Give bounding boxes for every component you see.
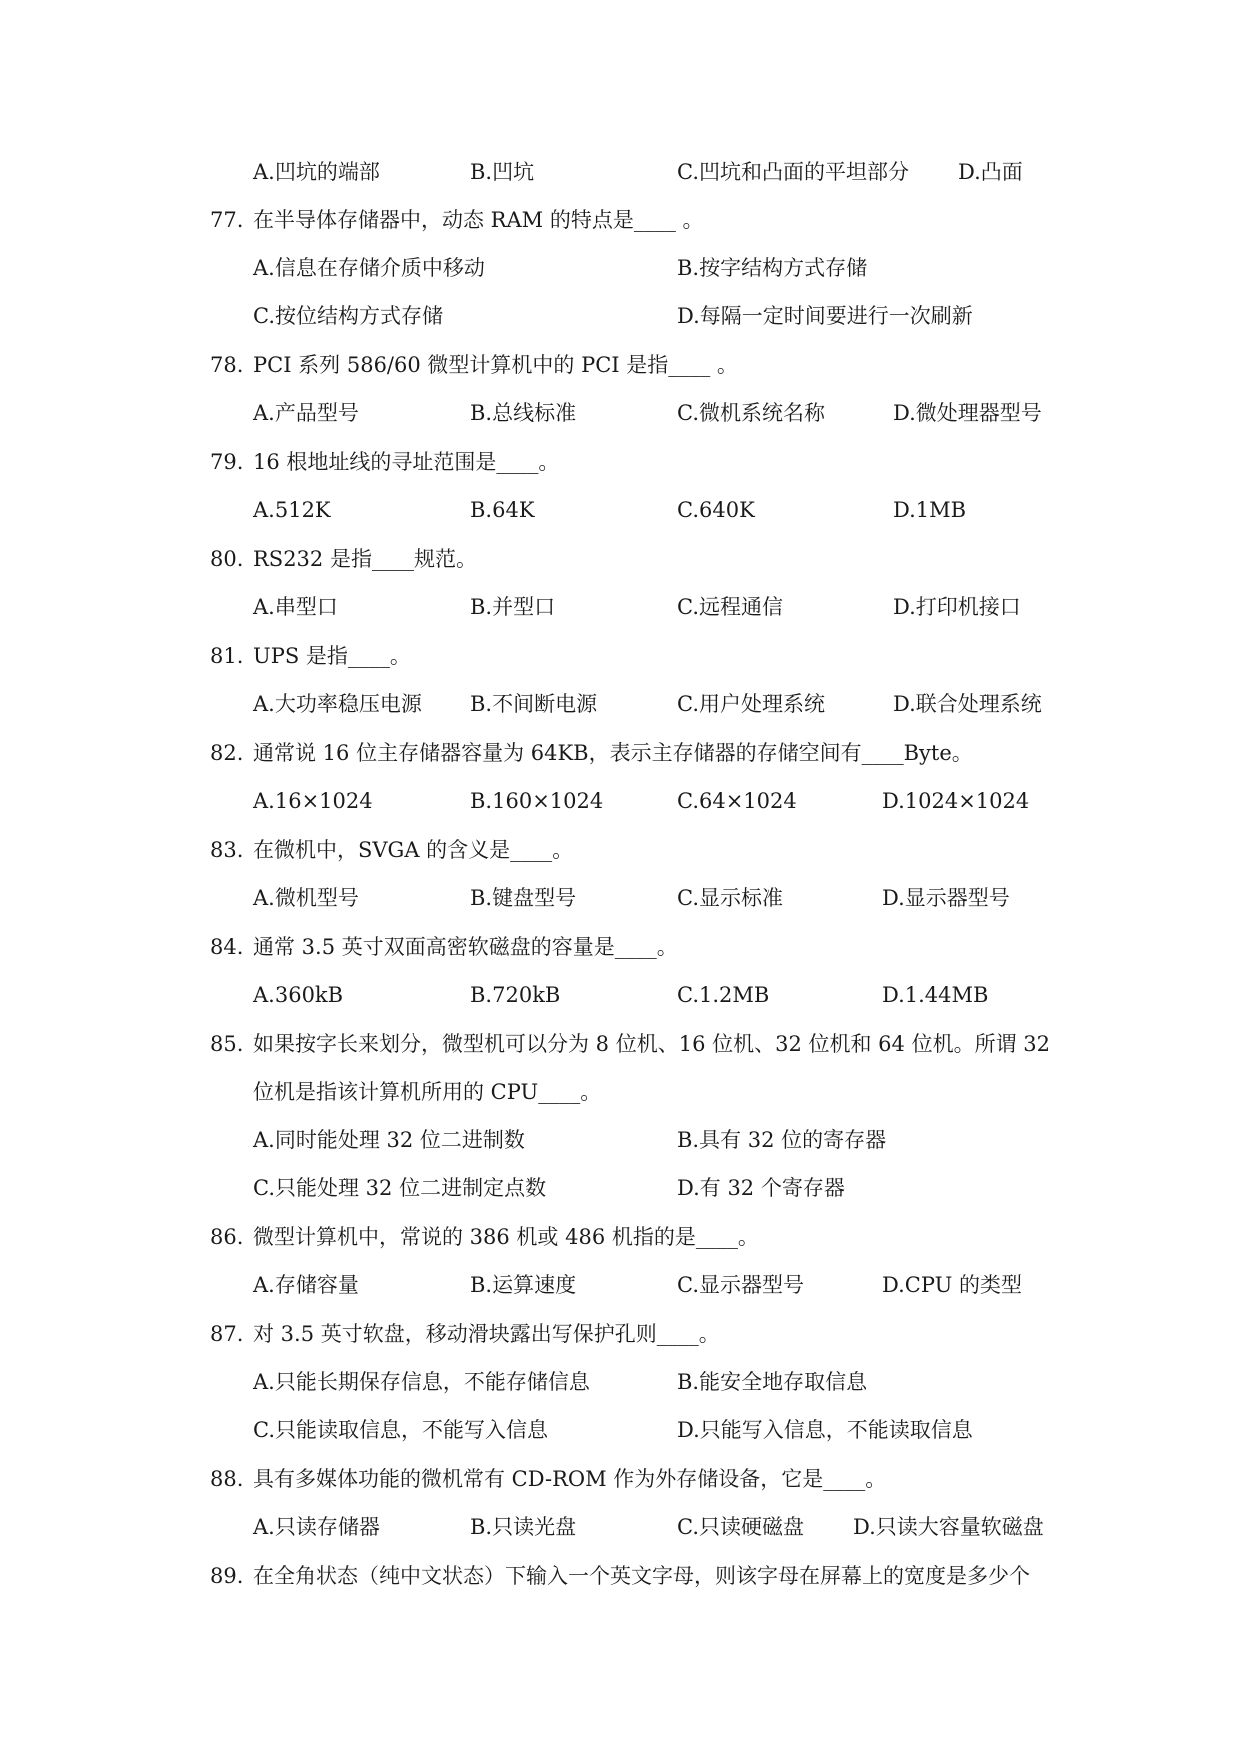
question-number: 77. (210, 208, 244, 232)
question-text: PCI 系列 586/60 微型计算机中的 PCI 是指____ 。 (253, 353, 738, 377)
question-number: 87. (210, 1322, 244, 1346)
option-row (0, 1362, 1241, 1402)
option-a: A.产品型号 (253, 401, 359, 425)
option-a: A.大功率稳压电源 (253, 692, 422, 716)
question-84 (0, 927, 1241, 967)
option-c: C.远程通信 (677, 595, 783, 619)
option-c: C.64×1024 (677, 789, 797, 813)
question-text: 对 3.5 英寸软盘，移动滑块露出写保护孔则____。 (253, 1322, 720, 1346)
option-row (0, 296, 1241, 336)
question-number: 79. (210, 450, 244, 474)
option-b: B.运算速度 (470, 1273, 577, 1297)
question-text: 如果按字长来划分，微型机可以分为 8 位机、16 位机、32 位机和 64 位机。所谓 32 (253, 1032, 1050, 1056)
question-79 (0, 442, 1241, 482)
option-b: B.并型口 (470, 595, 556, 619)
question-text: 位机是指该计算机所用的 CPU____。 (253, 1080, 602, 1104)
option-row (0, 1168, 1241, 1208)
option-d: D.只读大容量软磁盘 (853, 1515, 1044, 1539)
option-b: B.不间断电源 (470, 692, 598, 716)
option-row (0, 1507, 1241, 1547)
option-c: C.微机系统名称 (677, 401, 825, 425)
option-d: D.有 32 个寄存器 (677, 1176, 845, 1200)
question-86 (0, 1217, 1241, 1257)
question-85 (0, 1024, 1241, 1064)
option-row (0, 248, 1241, 288)
option-b: B.具有 32 位的寄存器 (677, 1128, 887, 1152)
option-b: B.720kB (470, 983, 561, 1007)
option-row (0, 587, 1241, 627)
option-c: C.按位结构方式存储 (253, 304, 443, 328)
option-row (0, 490, 1241, 530)
option-c: C.显示器型号 (677, 1273, 804, 1297)
option-row (0, 393, 1241, 433)
option-c: C.显示标准 (677, 886, 783, 910)
option-row (0, 1120, 1241, 1160)
question-89 (0, 1556, 1241, 1596)
question-81 (0, 636, 1241, 676)
question-85-continued (0, 1072, 1241, 1112)
option-c: C.1.2MB (677, 983, 770, 1007)
option-a: A.微机型号 (253, 886, 359, 910)
option-d: D.1MB (893, 498, 967, 522)
question-text: 微型计算机中，常说的 386 机或 486 机指的是____。 (253, 1225, 759, 1249)
question-83 (0, 830, 1241, 870)
option-b: B.只读光盘 (470, 1515, 577, 1539)
question-text: 具有多媒体功能的微机常有 CD-ROM 作为外存储设备，它是____。 (253, 1467, 887, 1491)
question-text: RS232 是指____规范。 (253, 547, 477, 571)
option-a: A.信息在存储介质中移动 (253, 256, 485, 280)
question-text: 在全角状态（纯中文状态）下输入一个英文字母，则该字母在屏幕上的宽度是多少个 (253, 1564, 1030, 1588)
question-number: 88. (210, 1467, 244, 1491)
question-text: 16 根地址线的寻址范围是____。 (253, 450, 560, 474)
option-a: A.只能长期保存信息，不能存储信息 (253, 1370, 590, 1394)
question-number: 82. (210, 741, 244, 765)
option-row (0, 878, 1241, 918)
option-row (0, 781, 1241, 821)
question-text: 通常说 16 位主存储器容量为 64KB，表示主存储器的存储空间有____Byte。 (253, 741, 973, 765)
option-b: B.能安全地存取信息 (677, 1370, 868, 1394)
option-c: C.只能读取信息，不能写入信息 (253, 1418, 548, 1442)
option-row (0, 975, 1241, 1015)
option-a: A.存储容量 (253, 1273, 359, 1297)
option-b: B.键盘型号 (470, 886, 577, 910)
option-b: B.按字结构方式存储 (677, 256, 868, 280)
question-78 (0, 345, 1241, 385)
option-c: C.凹坑和凸面的平坦部分 (677, 160, 909, 184)
option-row (0, 152, 1241, 192)
option-d: D.1.44MB (882, 983, 989, 1007)
option-d: D.每隔一定时间要进行一次刷新 (677, 304, 973, 328)
question-text: UPS 是指____。 (253, 644, 411, 668)
option-c: C.用户处理系统 (677, 692, 825, 716)
question-number: 81. (210, 644, 244, 668)
question-number: 80. (210, 547, 244, 571)
option-d: D.只能写入信息，不能读取信息 (677, 1418, 973, 1442)
option-d: D.凸面 (958, 160, 1023, 184)
question-82 (0, 733, 1241, 773)
option-c: C.只能处理 32 位二进制定点数 (253, 1176, 547, 1200)
option-a: A.串型口 (253, 595, 338, 619)
option-d: D.打印机接口 (893, 595, 1021, 619)
option-a: A.同时能处理 32 位二进制数 (253, 1128, 525, 1152)
question-text: 在半导体存储器中，动态 RAM 的特点是____ 。 (253, 208, 704, 232)
option-a: A.360kB (253, 983, 344, 1007)
question-number: 85. (210, 1032, 244, 1056)
option-d: D.显示器型号 (882, 886, 1010, 910)
question-80 (0, 539, 1241, 579)
question-number: 83. (210, 838, 244, 862)
option-a: A.16×1024 (253, 789, 373, 813)
option-row (0, 1410, 1241, 1450)
question-text: 通常 3.5 英寸双面高密软磁盘的容量是____。 (253, 935, 678, 959)
option-b: B.总线标准 (470, 401, 577, 425)
option-d: D.微处理器型号 (893, 401, 1042, 425)
question-number: 89. (210, 1564, 244, 1588)
option-b: B.160×1024 (470, 789, 604, 813)
question-number: 84. (210, 935, 244, 959)
option-a: A.512K (253, 498, 331, 522)
question-text: 在微机中，SVGA 的含义是____。 (253, 838, 574, 862)
option-row (0, 1265, 1241, 1305)
option-a: A.凹坑的端部 (253, 160, 380, 184)
option-c: C.640K (677, 498, 755, 522)
question-87 (0, 1314, 1241, 1354)
option-d: D.CPU 的类型 (882, 1273, 1022, 1297)
option-d: D.联合处理系统 (893, 692, 1042, 716)
option-row (0, 684, 1241, 724)
option-a: A.只读存储器 (253, 1515, 380, 1539)
question-88 (0, 1459, 1241, 1499)
question-number: 86. (210, 1225, 244, 1249)
option-b: B.凹坑 (470, 160, 535, 184)
option-d: D.1024×1024 (882, 789, 1030, 813)
option-b: B.64K (470, 498, 535, 522)
option-c: C.只读硬磁盘 (677, 1515, 804, 1539)
question-number: 78. (210, 353, 244, 377)
question-77 (0, 200, 1241, 240)
